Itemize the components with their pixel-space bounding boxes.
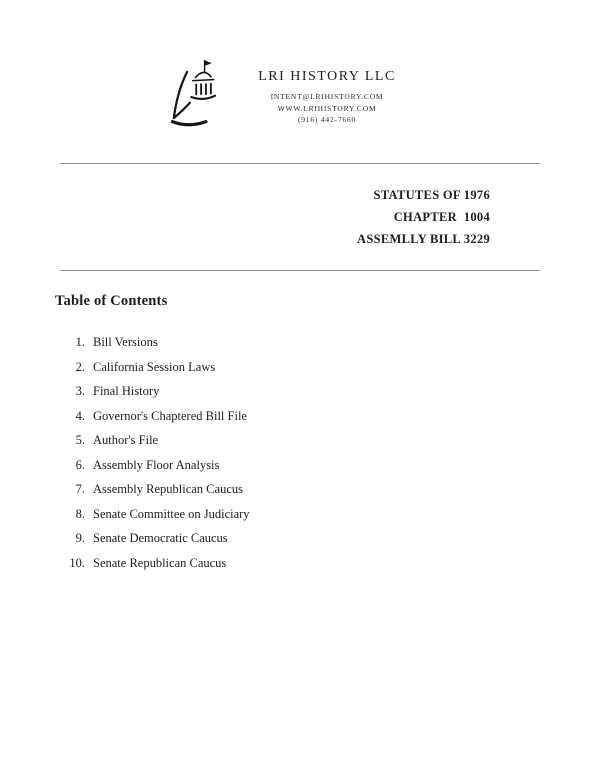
company-website: WWW.LRIHISTORY.COM — [277, 103, 377, 113]
toc-item-label: Final History — [93, 384, 160, 398]
toc-item-label: California Session Laws — [93, 359, 216, 374]
toc-item-number: 2. — [75, 359, 85, 374]
statutes-line: STATUTES OF 1976 — [373, 188, 490, 202]
capitol-sketch-icon — [164, 56, 234, 139]
toc-item-label: Governor's Chaptered Bill File — [93, 408, 247, 423]
toc-item-number: 6. — [75, 457, 85, 472]
toc-item — [55, 355, 545, 380]
toc-item-number: 9. — [75, 531, 85, 545]
toc-item — [55, 526, 545, 551]
toc-item — [55, 502, 545, 527]
toc-item — [55, 428, 545, 453]
toc-item — [55, 477, 545, 502]
toc-item-label: Senate Democratic Caucus — [93, 531, 228, 545]
toc-item — [55, 551, 545, 576]
statute-reference — [0, 184, 600, 250]
toc-item-number: 10. — [69, 555, 85, 570]
toc-item-number: 7. — [75, 482, 85, 496]
toc-item — [55, 453, 545, 478]
company-info — [258, 69, 396, 126]
table-of-contents — [0, 293, 600, 575]
toc-item — [55, 330, 545, 355]
toc-item — [55, 404, 545, 429]
toc-item-label: Assembly Floor Analysis — [93, 457, 220, 472]
toc-item-label: Author's File — [93, 433, 159, 447]
toc-item-label: Senate Republican Caucus — [93, 555, 227, 570]
toc-item-label: Senate Committee on Judiciary — [93, 506, 250, 521]
bill-line: ASSEMLLY BILL 3229 — [357, 232, 490, 246]
toc-item-number: 8. — [75, 506, 85, 521]
toc-item — [55, 379, 545, 404]
company-name: LRI HISTORY LLC — [258, 69, 396, 85]
toc-item-label: Bill Versions — [93, 335, 158, 349]
company-email: INTENT@LRIHISTORY.COM — [270, 92, 384, 102]
toc-item-label: Assembly Republican Caucus — [93, 482, 243, 496]
toc-item-number: 1. — [75, 335, 85, 349]
letterhead — [0, 0, 600, 139]
toc-item-number: 4. — [75, 408, 85, 423]
divider-top — [60, 163, 540, 164]
divider-bottom — [60, 270, 540, 271]
chapter-line: CHAPTER 1004 — [393, 210, 490, 224]
toc-list — [55, 330, 545, 575]
toc-item-number: 3. — [75, 384, 85, 398]
company-phone: (916) 442-7660 — [297, 115, 357, 125]
toc-title: Table of Contents — [55, 293, 168, 309]
toc-item-number: 5. — [75, 433, 85, 447]
